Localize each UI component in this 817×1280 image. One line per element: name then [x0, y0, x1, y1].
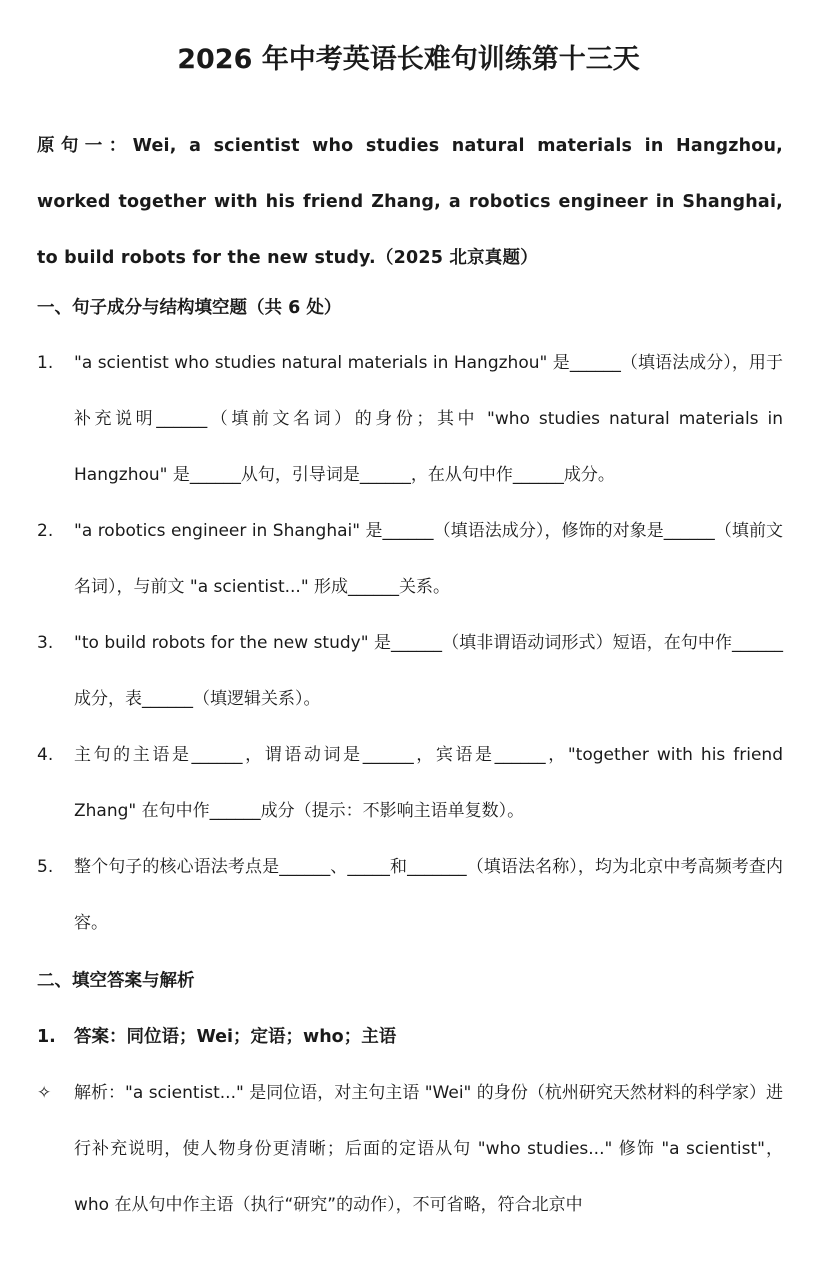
explanation-item-1 — [37, 1065, 783, 1233]
question-number: 5. — [37, 857, 54, 877]
question-text: "a robotics engineer in Shanghai" 是______（填语法成分），修饰的对象是______（填前文名词），与前文 "a scientist..." 形成______关系。 — [74, 521, 783, 597]
original-sentence: 原句一：Wei, a scientist who studies natural materials in Hangzhou, worked together with his friend Zhang, a robotics engineer in Shanghai, to build robots for the new study.（2025 北京真题） — [37, 136, 783, 268]
question-item-3 — [37, 615, 783, 727]
answer-text: 答案：同位语；Wei；定语；who；主语 — [74, 1027, 397, 1047]
page-title: 2026 年中考英语长难句训练第十三天 — [177, 44, 640, 75]
question-item-1 — [37, 335, 783, 503]
question-number: 1. — [37, 353, 54, 373]
explanation-text: 解析："a scientist..." 是同位语，对主句主语 "Wei" 的身份（杭州研究天然材料的科学家）进行补充说明，使人物身份更清晰；后面的定语从句 "who studies..." 修饰 "a scientist"，who 在从句中作主语（执行“研究”的动作），不可省略，符合北京中 — [74, 1083, 783, 1215]
question-number: 3. — [37, 633, 54, 653]
answer-item-1 — [37, 1023, 783, 1051]
question-text: 主句的主语是______，谓语动词是______，宾语是______，"together with his friend Zhang" 在句中作______成分（提示：不影响主语单复数）。 — [74, 745, 783, 821]
question-text: "to build robots for the new study" 是______（填非谓语动词形式）短语，在句中作______成分，表______（填逻辑关系）。 — [74, 633, 783, 709]
question-item-4 — [37, 727, 783, 839]
question-number: 4. — [37, 745, 54, 765]
sparkle-bullet-icon: ✧ — [37, 1083, 52, 1103]
question-text: 整个句子的核心语法考点是______、_____和_______（填语法名称），均为北京中考高频考查内容。 — [74, 857, 783, 933]
section-2-heading: 二、填空答案与解析 — [37, 971, 195, 991]
section-1-heading: 一、句子成分与结构填空题（共 6 处） — [37, 298, 342, 318]
question-text: "a scientist who studies natural materials in Hangzhou" 是______（填语法成分），用于补充说明______（填前文名词）的身份；其中 "who studies natural materials in Hangzhou" 是______从句，引导词是______，在从句中作______成分。 — [74, 353, 783, 485]
question-item-2 — [37, 503, 783, 615]
question-number: 2. — [37, 521, 54, 541]
question-item-5 — [37, 839, 783, 951]
answer-number: 1. — [37, 1027, 56, 1047]
